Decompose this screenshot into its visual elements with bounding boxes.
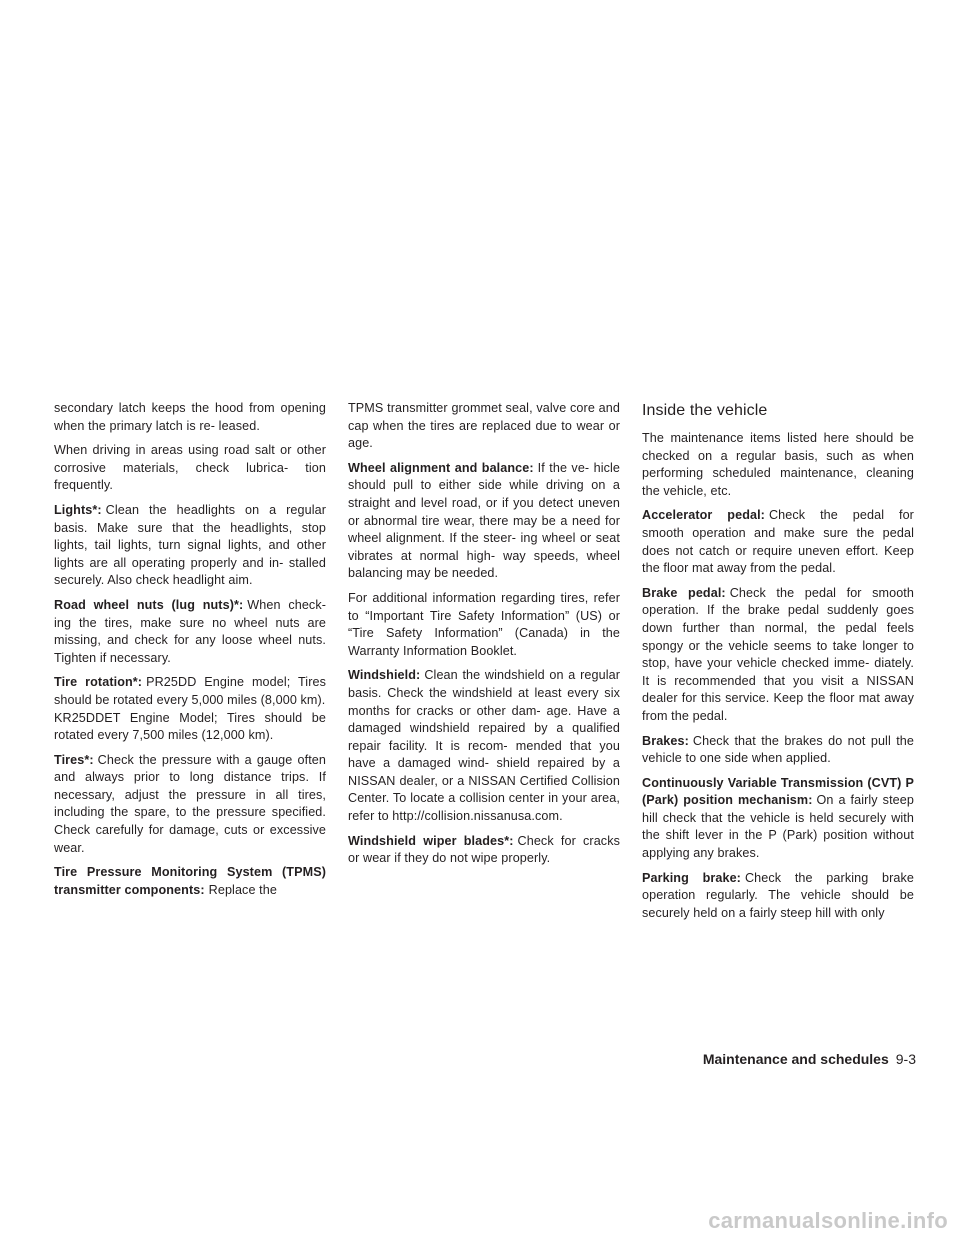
item-wheel-nuts [54,597,326,667]
item-cvt-park-text: On a fairly steep hill check that the vehicle is held securely with the shift lever in the P (Park) position without applying any brakes. [642,793,914,861]
item-parking-brake-heading: Parking brake: [642,870,741,885]
item-brakes-text: Check that the brakes do not pull the vehicle to one side when applied. [642,733,914,766]
page-number: 9-3 [895,1051,916,1067]
paragraph-hood-latch: secondary latch keeps the hood from opening when the primary latch is re- leased. [54,401,326,433]
paragraph-lubrication: When driving in areas using road salt or other corrosive materials, check lubrica- tion frequently. [54,443,326,493]
item-tire-rotation-kr25: KR25DDET Engine Model; Tires should be rotated every 7,500 miles (12,000 km). [54,710,326,743]
item-tire-rotation-text: PR25DD Engine model; Tires should be rotated every 5,000 miles (8,000 km). [54,675,326,707]
item-tire-rotation-heading: Tire rotation*: [54,675,143,690]
item-wheel-nuts-heading: Road wheel nuts (lug nuts)*: [54,597,244,612]
item-windshield-text: Clean the windshield on a regular basis. Check the windshield at least every six months for cracks or other dam- age. Have a damaged windshield repaired by a qualified repair facility. It is recom- mended that you have a damaged wind- shield repaired by a NISSAN dealer, or a NISSAN Certified Collision Center. To locate a collision center in your area, refer to http://collision.nissanusa.com. [348,668,620,824]
item-brakes [642,733,914,768]
item-cvt-park [642,775,914,863]
paragraph-tire-info: For additional information regarding tires, refer to “Important Tire Safety Information” (US) or “Tire Safety Information” (Canada) in the Warranty Information Booklet. [348,590,620,658]
item-wiper-blades-heading: Windshield wiper blades*: [348,833,514,848]
paragraph-tpms-continued: TPMS transmitter grommet seal, valve core and cap when the tires are replaced due to wear or age. [348,401,620,451]
column-right [642,400,914,929]
item-cvt-park-heading: Continuously Variable Transmission (CVT) P (Park) position mechanism: [642,775,914,808]
paragraph-intro: The maintenance items listed here should be checked on a regular basis, such as when performing scheduled maintenance, cleaning the vehicle, etc. [642,431,914,498]
item-accelerator-pedal-heading: Accelerator pedal: [642,508,765,523]
column-middle [348,400,620,875]
item-wheel-alignment-text: If the ve- hicle should pull to either side while driving on a straight and level road, or if you detect uneven or abnormal tire wear, there may be a need for wheel alignment. If the steer- ing wheel or seat vibrates at normal high- way speeds, wheel balancing may be needed. [348,460,620,581]
column-left [54,400,326,906]
item-brake-pedal-text: Check the pedal for smooth operation. If the brake pedal suddenly goes down further than normal, the pedal feels spongy or the vehicle seems to take longer to stop, have your vehicle checked imme- diately. It is recommended that you visit a NISSAN dealer for this service. Keep the floor mat away from the pedal. [642,585,915,723]
item-brakes-heading: Brakes: [642,733,689,748]
footer-section-title: Maintenance and schedules [702,1051,889,1067]
item-parking-brake-text: Check the parking brake operation regularly. The vehicle should be securely held on a fairly steep hill with only [642,870,914,920]
item-brake-pedal-heading: Brake pedal: [642,585,726,600]
item-tires-text: Check the pressure with a gauge often and always prior to long distance trips. If necessary, adjust the pressure in all tires, including the spare, to the pressure specified. Check carefully for damage, cuts or excessive wear. [54,752,326,855]
item-wiper-blades-text: Check for cracks or wear if they do not wipe properly. [348,833,620,866]
item-accelerator-pedal-text: Check the pedal for smooth operation and make sure the pedal does not catch or require uneven effort. Keep the floor mat away from the pedal. [642,508,914,576]
item-wheel-nuts-text: When check- ing the tires, make sure no wheel nuts are missing, and check for any loose wheel nuts. Tighten if necessary. [54,597,327,665]
item-lights-heading: Lights*: [54,502,102,517]
item-accelerator-pedal [642,507,914,577]
item-lights-text: Clean the headlights on a regular basis. Make sure that the headlights, stop lights, tail lights, turn signal lights, and other lights are all operating properly and in- stalled securely. Also check headlight aim. [54,502,326,588]
item-wheel-alignment-heading: Wheel alignment and balance: [348,460,534,475]
item-tires-heading: Tires*: [54,752,94,767]
watermark: carmanualsonline.info [708,1208,948,1233]
item-brake-pedal [642,585,914,726]
item-wheel-alignment [348,460,620,583]
item-parking-brake [642,870,914,923]
item-lights [54,502,326,590]
item-windshield-heading: Windshield: [348,668,421,683]
item-wiper-blades [348,833,620,868]
item-tpms [54,864,326,899]
item-tires [54,752,326,858]
page-footer [703,1050,916,1068]
item-tpms-text: Replace the [208,882,277,897]
item-windshield [348,667,620,825]
item-tire-rotation [54,674,326,709]
section-title: Inside the vehicle [642,402,768,419]
item-tpms-heading: Tire Pressure Monitoring System (TPMS) transmitter components: [54,865,326,897]
